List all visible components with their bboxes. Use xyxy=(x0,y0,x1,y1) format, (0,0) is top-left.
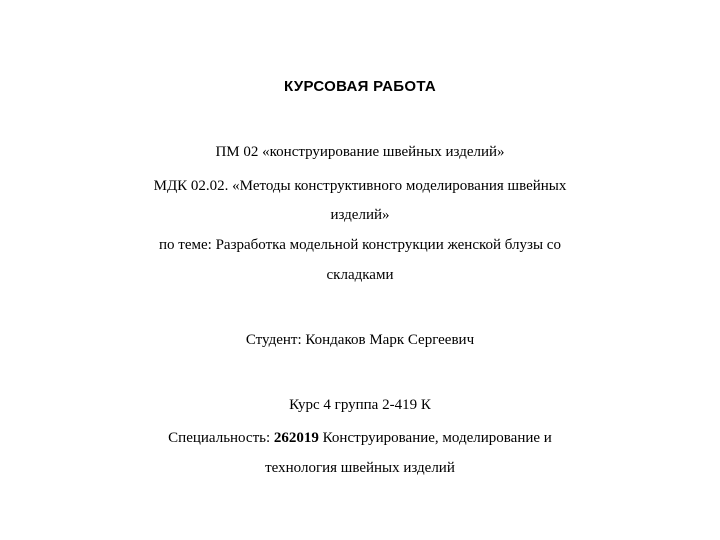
student-line: Студент: Кондаков Марк Сергеевич xyxy=(245,332,475,348)
mdk-line-1: МДК 02.02. «Методы конструктивного моделирования швейных xyxy=(153,178,567,194)
topic-line-1: по теме: Разработка модельной конструкции женской блузы со xyxy=(159,237,561,253)
document-title: КУРСОВАЯ РАБОТА xyxy=(283,78,436,95)
specialty-line-1 xyxy=(0,429,720,447)
specialty-label: Специальность: xyxy=(168,430,274,446)
specialty-line-2: технология швейных изделий xyxy=(265,460,455,476)
specialty-name-part1: Конструирование, моделирование и xyxy=(318,430,552,446)
course-group-line: Курс 4 группа 2-419 К xyxy=(289,397,431,413)
specialty-code: 262019 xyxy=(273,430,319,446)
module-line: ПМ 02 «конструирование швейных изделий» xyxy=(215,144,505,160)
topic-line-2: складками xyxy=(326,267,394,283)
mdk-line-2: изделий» xyxy=(330,207,390,223)
